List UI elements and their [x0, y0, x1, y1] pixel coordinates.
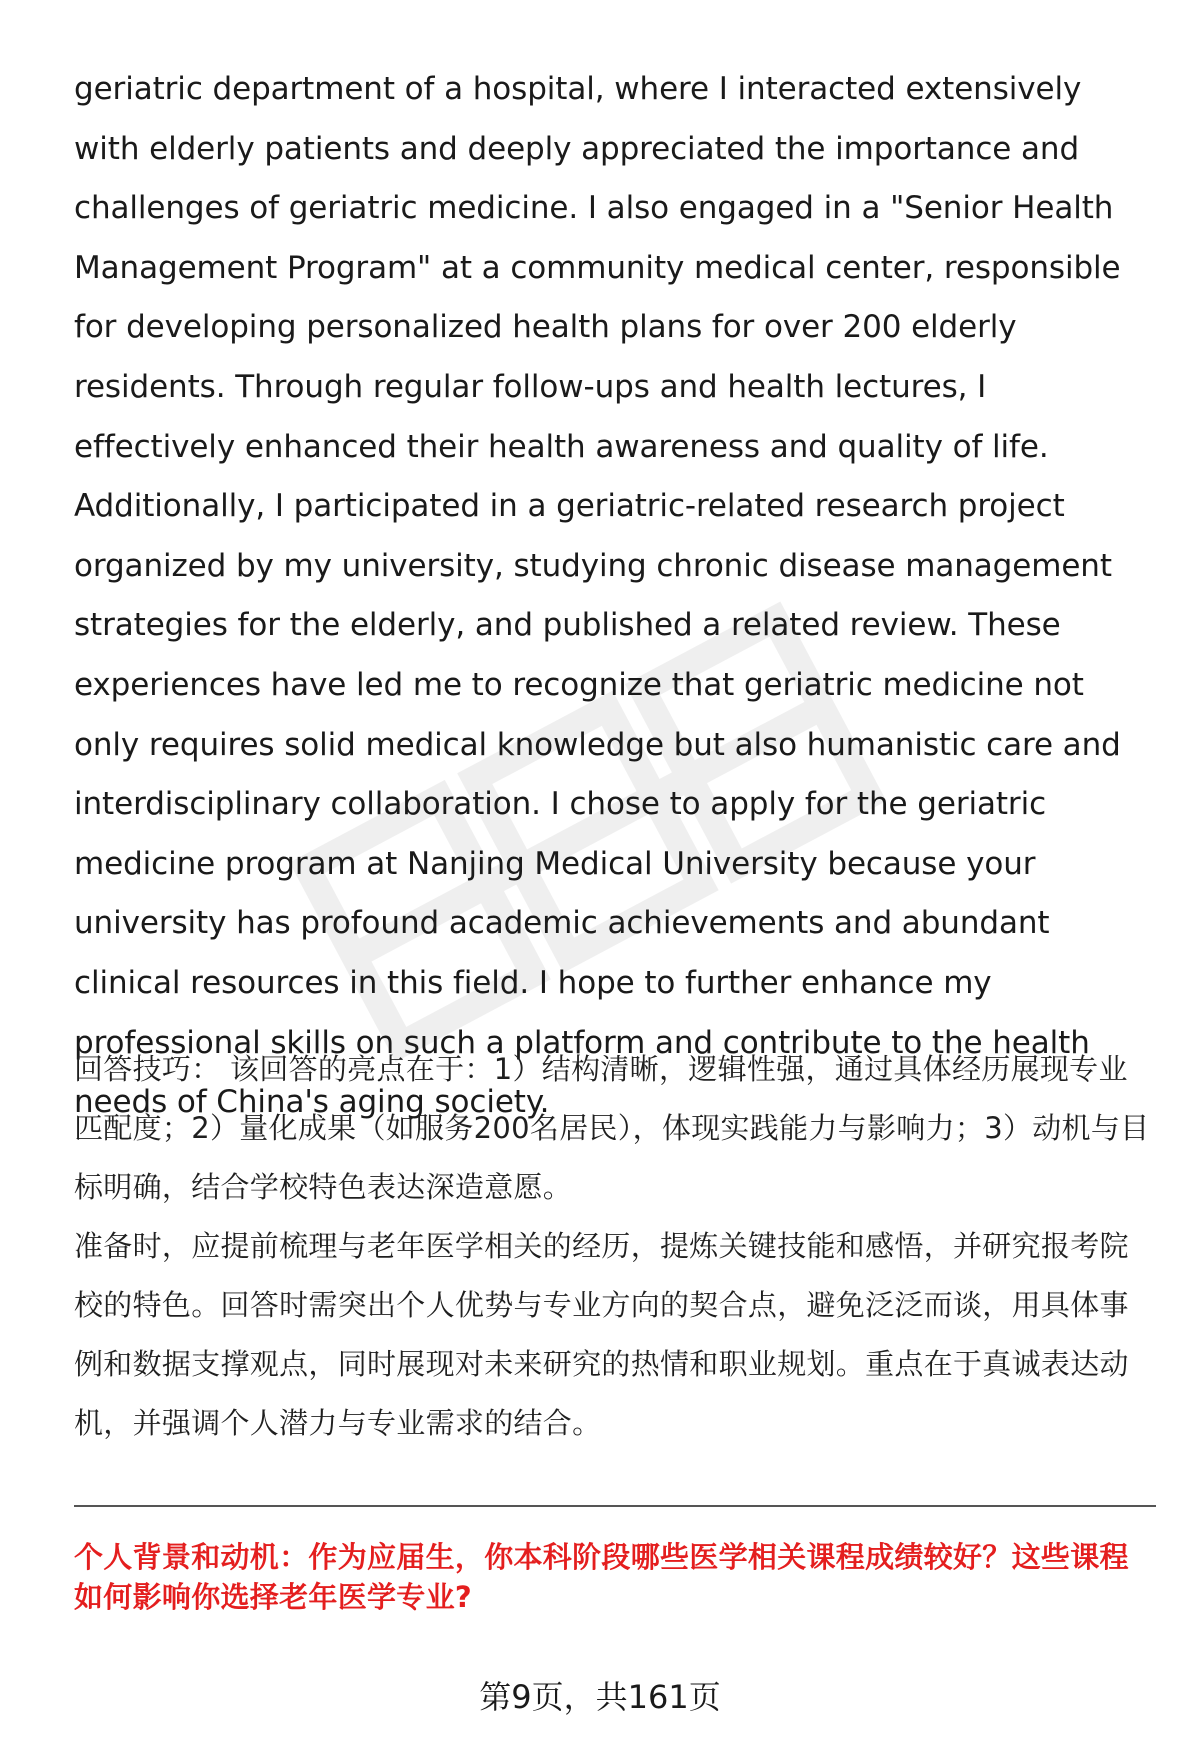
answer-paragraph: geriatric department of a hospital, where I interacted extensively with elderly patients and deeply appreciated the importance and challenges of geriatric medicine. I also engaged in a "Senior Health Management Program" at a community medical center, responsible for developing personalized health plans for over 200 elderly residents. Through regular follow-ups and health lectures, I effectively enhanced their health awareness and quality of life. Additionally, I participated in a geriatric-related research project organized by my university, studying chronic disease management strategies for the elderly, and published a related review. These experiences have led me to recognize that geriatric medicine not only requires solid medical knowledge but also humanistic care and interdisciplinary collaboration. I chose to apply for the geriatric medicine program at Nanjing Medical University because your university has profound academic achievements and abundant clinical resources in this field. I hope to further enhance my professional skills on such a platform and contribute to the health needs of China's aging society.	[74, 71, 1121, 1121]
section-divider	[74, 1505, 1156, 1507]
tips-highlights: 回答技巧： 该回答的亮点在于：1）结构清晰，逻辑性强，通过具体经历展现专业匹配度；2）量化成果（如服务200名居民），体现实践能力与影响力；3）动机与目标明确，结合学校特色表达深造意愿。	[74, 1052, 1150, 1204]
tips-preparation: 准备时，应提前梳理与老年医学相关的经历，提炼关键技能和感悟，并研究报考院校的特色。回答时需突出个人优势与专业方向的契合点，避免泛泛而谈，用具体事例和数据支撑观点，同时展现对未来研究的热情和职业规划。重点在于真诚表达动机，并强调个人潜力与专业需求的结合。	[74, 1229, 1129, 1440]
page-number: 第9页，共161页	[479, 1678, 721, 1716]
next-question: 个人背景和动机：作为应届生，你本科阶段哪些医学相关课程成绩较好？这些课程如何影响你选择老年医学专业?	[74, 1540, 1129, 1614]
answer-tips	[74, 1040, 1150, 1453]
